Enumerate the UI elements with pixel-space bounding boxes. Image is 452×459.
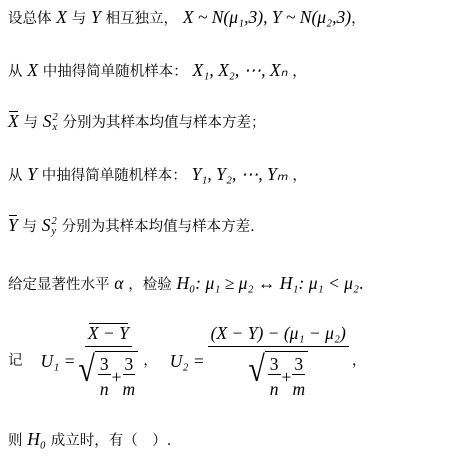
radicand [95,351,138,399]
sample-y: Y₁, Y₂, ⋯, Yₘ [191,164,288,184]
text: 则 [8,433,23,449]
den: n [99,379,109,399]
line-8 [8,428,171,452]
u1-fraction [78,322,138,399]
text: 从 [8,64,23,80]
distribution-formula: X ~ N(μ₁,3), Y ~ N(μ₂,3) [182,7,352,27]
text: 分别为其样本均值与样本方差. [61,219,255,235]
alpha: α [114,273,124,293]
sub: y [51,226,57,237]
line-3 [8,110,266,134]
line-2 [8,59,307,83]
line-6 [8,272,363,296]
plus: + [111,366,122,387]
text: 与 [22,219,38,235]
sub: x [52,122,58,133]
var-X: X [27,60,38,80]
var-Y: Y [27,164,38,184]
u2-num-text: (X − Y) − (μ₁ − μ₂) [210,323,346,343]
text: 与 [71,11,87,27]
text: 相互独立， [105,11,179,27]
text: 分别为其样本均值与样本方差； [62,115,266,131]
punct: ， [351,352,367,369]
sample-x: X₁, X₂, ⋯, Xₙ [192,60,288,80]
s-x-indices [53,113,58,133]
den: n [269,379,279,399]
ybar: Y [8,215,18,235]
sqrt [78,351,138,399]
text: 与 [23,115,38,131]
sqrt [248,351,308,399]
text: 记 [8,352,23,369]
u1-num-text: X − Y [87,323,129,343]
den: m [292,379,306,399]
var-Y: Y [91,7,101,27]
radical-sign: √ [248,349,265,390]
u1-label: U₁ = [40,350,76,371]
num: 3 [294,354,304,374]
line-7 [8,322,366,399]
u2-denominator [248,347,308,399]
u2-fraction [208,322,349,399]
plus: + [281,366,292,387]
frac-3-n [98,354,111,399]
line-4 [8,163,307,187]
h0: H₀ [27,429,47,449]
line-1 [8,6,366,30]
text: 成立时，有（ ）. [50,433,172,449]
punct: ， [292,64,307,80]
text: 设总体 [8,11,52,27]
num: 3 [124,354,134,374]
s-y-indices [52,217,57,237]
text: 从 [8,168,23,184]
u2-numerator [208,322,349,347]
punct: ， [292,168,307,184]
text: ，检验 [128,277,172,293]
punct: . [359,273,364,293]
punct: ， [351,11,366,27]
var-S: S [42,111,52,131]
frac-3-m [292,354,305,399]
punct: ， [143,352,158,369]
sup: 2 [51,216,57,227]
var-S: S [41,215,51,235]
var-X: X [56,7,67,27]
text: 中抽得简单随机样本： [42,64,188,80]
frac-3-n [268,354,281,399]
u1-denominator [78,347,138,399]
num: 3 [269,354,279,374]
sup: 2 [52,112,58,123]
num: 3 [99,354,109,374]
line-5 [8,214,255,238]
u1-numerator [85,322,132,347]
text: 中抽得简单随机样本： [41,168,187,184]
radicand [265,351,308,399]
u2-label: U₂ = [169,350,205,371]
frac-3-m [123,354,136,399]
den: m [122,379,136,399]
radical-sign: √ [78,349,95,390]
text: 给定显著性水平 [8,277,110,293]
xbar: X [8,111,19,131]
hypothesis: H₀: μ₁ ≥ μ₂ ↔ H₁: μ₁ < μ₂ [176,273,360,293]
